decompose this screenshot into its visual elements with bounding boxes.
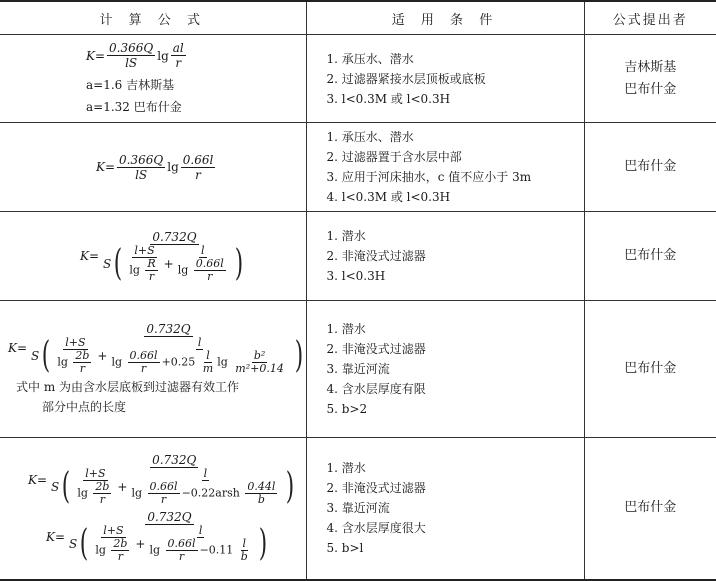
fraction	[75, 468, 115, 506]
condition-item: 2. 非淹没式过滤器	[327, 339, 584, 359]
table-row	[0, 438, 716, 580]
conditions-cell	[306, 212, 584, 301]
author-name: 巴布什金	[585, 79, 716, 101]
right-paren: )	[295, 338, 303, 374]
formula-part: lg	[77, 487, 88, 500]
table-row	[0, 123, 716, 212]
formula-part: m	[201, 363, 215, 375]
fraction	[49, 453, 299, 506]
formula-row	[69, 525, 270, 563]
parenthesis-group	[59, 468, 297, 506]
fraction	[148, 481, 180, 506]
formula-part: +	[117, 480, 127, 494]
fraction	[29, 322, 308, 375]
fraction	[171, 41, 186, 70]
formula-part: l+S	[83, 468, 107, 481]
left-paren: (	[42, 338, 50, 374]
note: 式中 m 为由含水层底板到过滤器有效工作	[6, 377, 300, 397]
fraction	[147, 525, 253, 563]
author-name: 巴布什金	[585, 156, 716, 178]
author-name: 巴布什金	[585, 245, 716, 267]
condition-item: 5. b>2	[327, 399, 584, 419]
formula-part: l	[204, 350, 212, 363]
formula-part: l	[196, 337, 204, 350]
formula-part: al	[171, 41, 186, 56]
author-cell	[584, 301, 716, 438]
formula-part: l	[197, 525, 205, 538]
condition-item: 1. 潜水	[327, 226, 584, 246]
fraction	[181, 153, 216, 182]
formula-cell	[0, 212, 306, 301]
formula-part: r	[147, 271, 156, 283]
fraction	[107, 41, 155, 70]
author-name: 巴布什金	[585, 358, 716, 380]
formula-part: l+S	[101, 525, 125, 538]
fraction	[127, 245, 161, 283]
condition-item: 2. 非淹没式过滤器	[327, 246, 584, 266]
conditions-cell	[306, 301, 584, 438]
condition-item: 1. 承压水、潜水	[327, 127, 584, 147]
fraction	[55, 337, 95, 375]
author-name: 巴布什金	[585, 497, 716, 519]
table-row	[0, 301, 716, 438]
left-paren: (	[62, 469, 70, 505]
formula-part: S	[51, 480, 59, 494]
formula-part: 0.66l	[166, 538, 198, 551]
formula-row	[31, 337, 306, 375]
left-paren: (	[80, 526, 88, 562]
header-formula: 计 算 公 式	[0, 1, 306, 35]
right-paren: )	[259, 526, 267, 562]
formula-part: 0.66l	[181, 153, 216, 168]
condition-item: 3. l<0.3H	[327, 266, 584, 286]
formula-part: K=	[46, 530, 65, 544]
fraction	[245, 481, 277, 506]
table-row	[0, 212, 716, 301]
parenthesis-group	[39, 337, 306, 375]
formula-part: lg	[157, 49, 169, 63]
formula-part: 0.66l	[194, 258, 226, 271]
formula-part: m²+0.14	[233, 363, 286, 375]
formula-part: 0.732Q	[150, 230, 198, 245]
author-cell	[584, 438, 716, 580]
condition-item: 2. 过滤器置于含水层中部	[327, 147, 584, 167]
author-cell	[584, 212, 716, 301]
formula-part: K=	[8, 341, 27, 355]
fraction	[201, 350, 215, 375]
formula-part: lS	[123, 56, 139, 70]
formula-part: l+S	[132, 245, 156, 258]
formula-part: r	[173, 56, 183, 70]
header-author: 公式提出者	[584, 1, 716, 35]
formula-part: 0.66l	[148, 481, 180, 494]
formula-part: R	[145, 258, 157, 271]
formula	[6, 510, 300, 563]
formula-part: r	[78, 363, 87, 375]
formula-part: 2b	[93, 481, 111, 494]
fraction	[67, 510, 272, 563]
formula-part: S	[69, 537, 77, 551]
author-cell	[584, 123, 716, 212]
formula-part: lg	[178, 263, 189, 276]
condition-item: 1. 潜水	[327, 458, 584, 478]
right-paren: )	[235, 246, 243, 282]
formula-cell	[0, 301, 306, 438]
formula-part: +0.25	[162, 355, 196, 368]
formula-cell	[0, 35, 306, 123]
author-cell	[584, 35, 716, 123]
formula	[86, 41, 300, 70]
formula-part: K=	[86, 49, 105, 63]
formula-cell	[0, 123, 306, 212]
formula-part: b²	[252, 350, 267, 363]
note: a=1.6 吉林斯基	[86, 76, 300, 94]
fraction	[166, 538, 198, 563]
header-row	[0, 1, 716, 35]
formula-part: +	[164, 257, 174, 271]
condition-item: 5. b>l	[327, 538, 584, 558]
condition-item: 1. 潜水	[327, 319, 584, 339]
fraction	[73, 350, 91, 375]
formula-part: −0.11	[200, 544, 234, 557]
conditions-cell	[306, 35, 584, 123]
condition-item: 4. 含水层厚度很大	[327, 518, 584, 538]
formula-part: lg	[57, 355, 68, 368]
formula-row	[103, 245, 246, 283]
formula-part: S	[103, 257, 111, 271]
formula-part: +	[135, 537, 145, 551]
condition-item: 3. l<0.3M 或 l<0.3H	[327, 89, 584, 109]
formula-part: K=	[80, 249, 99, 263]
formula	[6, 230, 300, 283]
formula	[6, 153, 300, 182]
conditions-cell	[306, 438, 584, 580]
fraction	[239, 538, 250, 563]
formula-part: l	[202, 468, 210, 481]
formula-part: lg	[131, 487, 142, 500]
formula-part: b	[256, 494, 267, 506]
condition-item: 3. 靠近河流	[327, 498, 584, 518]
formula-part: 0.366Q	[107, 41, 155, 56]
formula-part: lS	[133, 168, 149, 182]
fraction	[128, 350, 160, 375]
fraction	[101, 230, 248, 283]
formula-part: S	[31, 349, 39, 363]
fraction	[93, 525, 133, 563]
right-paren: )	[286, 469, 294, 505]
formula-part: 2b	[73, 350, 91, 363]
formula-part: lg	[111, 355, 122, 368]
fraction	[176, 245, 230, 283]
condition-item: 1. 承压水、潜水	[327, 49, 584, 69]
fraction	[194, 258, 226, 283]
fraction	[129, 468, 281, 506]
formula-part: lg	[149, 544, 160, 557]
formula-part: r	[139, 363, 148, 375]
formula-part: r	[205, 271, 214, 283]
fraction	[93, 481, 111, 506]
fraction	[145, 258, 157, 283]
condition-item: 3. 应用于河床抽水，c 值不应小于 3m	[327, 167, 584, 187]
formula-cell	[0, 438, 306, 580]
fraction	[111, 538, 129, 563]
table-row	[0, 35, 716, 123]
formula-part: l	[241, 538, 249, 551]
note: a=1.32 巴布什金	[86, 98, 300, 116]
formula-part: lg	[217, 355, 228, 368]
formula-part: r	[177, 551, 186, 563]
formula-part: r	[159, 494, 168, 506]
author-name: 吉林斯基	[585, 57, 716, 79]
parenthesis-group	[111, 245, 246, 283]
formula	[6, 453, 300, 506]
formula-part: r	[116, 551, 125, 563]
left-paren: (	[114, 246, 122, 282]
conditions-cell	[306, 123, 584, 212]
formula-row	[51, 468, 297, 506]
formula-part: lg	[95, 544, 106, 557]
formula-part: b	[239, 551, 250, 563]
formula-part: r	[193, 168, 203, 182]
formula-part: +	[97, 349, 107, 363]
formula	[6, 322, 300, 375]
condition-item: 4. 含水层厚度有限	[327, 379, 584, 399]
formula-part: l+S	[63, 337, 87, 350]
formula-part: 0.44l	[245, 481, 277, 494]
formula-part: r	[98, 494, 107, 506]
parenthesis-group	[77, 525, 270, 563]
condition-item: 4. l<0.3M 或 l<0.3H	[327, 187, 584, 207]
header-conditions: 适 用 条 件	[306, 1, 584, 35]
formula-part: 0.732Q	[145, 510, 193, 525]
fraction	[233, 350, 286, 375]
formula-part: 0.66l	[128, 350, 160, 363]
note: 部分中点的长度	[6, 397, 300, 417]
fraction	[117, 153, 165, 182]
formula-part: K=	[28, 473, 47, 487]
formula-part: 0.732Q	[144, 322, 192, 337]
formula-part: K=	[96, 160, 115, 174]
condition-item: 3. 靠近河流	[327, 359, 584, 379]
formula-part: −0.22arsh	[182, 487, 240, 500]
formula-part: 0.366Q	[117, 153, 165, 168]
formula-part: 2b	[111, 538, 129, 551]
formula-part: lg	[129, 263, 140, 276]
fraction	[109, 337, 289, 375]
condition-item: 2. 过滤器紧接水层顶板或底板	[327, 69, 584, 89]
formula-part: 0.732Q	[150, 453, 198, 468]
formula-part: l	[199, 245, 207, 258]
formula-part: lg	[167, 160, 179, 174]
condition-item: 2. 非淹没式过滤器	[327, 478, 584, 498]
